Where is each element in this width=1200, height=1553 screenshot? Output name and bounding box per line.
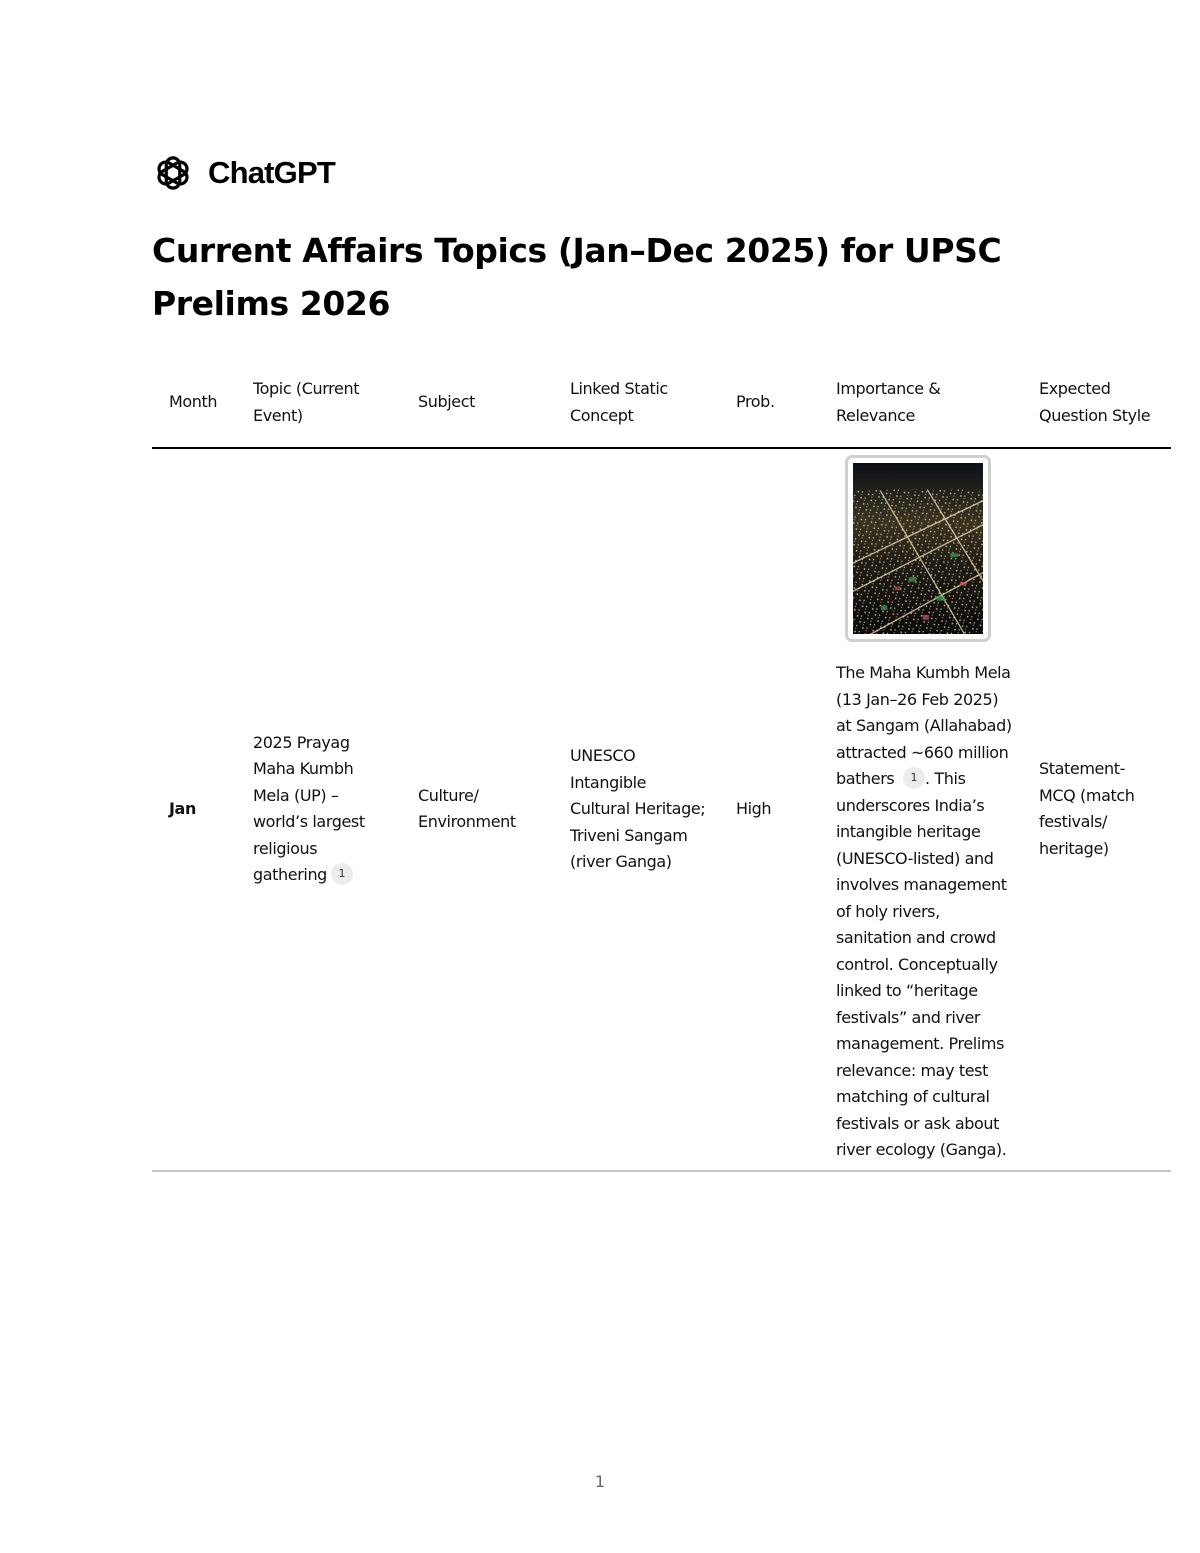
cell-probability: High	[719, 448, 819, 1171]
column-header-importance: Importance & Relevance	[819, 358, 1022, 448]
importance-text: The Maha Kumbh Mela (13 Jan–26 Feb 2025) at Sangam (Allahabad) attracted ~660 million bathers	[836, 663, 1012, 788]
citation-badge[interactable]: 1	[331, 863, 353, 885]
table-header-row	[152, 358, 1171, 448]
cell-importance	[819, 448, 1022, 1171]
column-header-question-style: Expected Question Style	[1022, 358, 1171, 448]
kumbh-mela-night-aerial-image[interactable]	[845, 455, 991, 642]
cell-subject: Culture/ Environment	[401, 448, 553, 1171]
document-title: Current Affairs Topics (Jan–Dec 2025) for UPSC Prelims 2026	[152, 231, 1002, 323]
importance-text-continued: . This underscores India’s intangible heritage (UNESCO-listed) and involves management of holy rivers, sanitation and crowd control. Conceptually linked to “heritage festivals” and river management. Prelims relevance: may test matching of cultural festivals or ask about river ecology (Ganga).	[836, 769, 1007, 1159]
cell-month: Jan	[152, 448, 236, 1171]
column-header-subject: Subject	[401, 358, 553, 448]
citation-badge[interactable]: 1	[903, 767, 925, 789]
brand-header	[152, 152, 335, 194]
cell-question-style: Statement-MCQ (match festivals/ heritage)	[1022, 448, 1171, 1171]
column-header-static-concept: Linked Static Concept	[553, 358, 719, 448]
column-header-month: Month	[152, 358, 236, 448]
topic-text: 2025 Prayag Maha Kumbh Mela (UP) – world’s largest religious gathering	[253, 732, 365, 885]
table-row	[152, 448, 1171, 1171]
column-header-topic: Topic (Current Event)	[236, 358, 401, 448]
brand-name: ChatGPT	[208, 155, 336, 190]
topics-table	[152, 358, 1171, 1172]
openai-logo-icon	[152, 152, 194, 194]
column-header-probability: Prob.	[719, 358, 819, 448]
cell-static-concept: UNESCO Intangible Cultural Heritage; Triveni Sangam (river Ganga)	[553, 448, 719, 1171]
page-number: 1	[594, 1472, 606, 1491]
cell-topic	[236, 448, 401, 1171]
night-aerial-photo-icon	[853, 463, 983, 634]
